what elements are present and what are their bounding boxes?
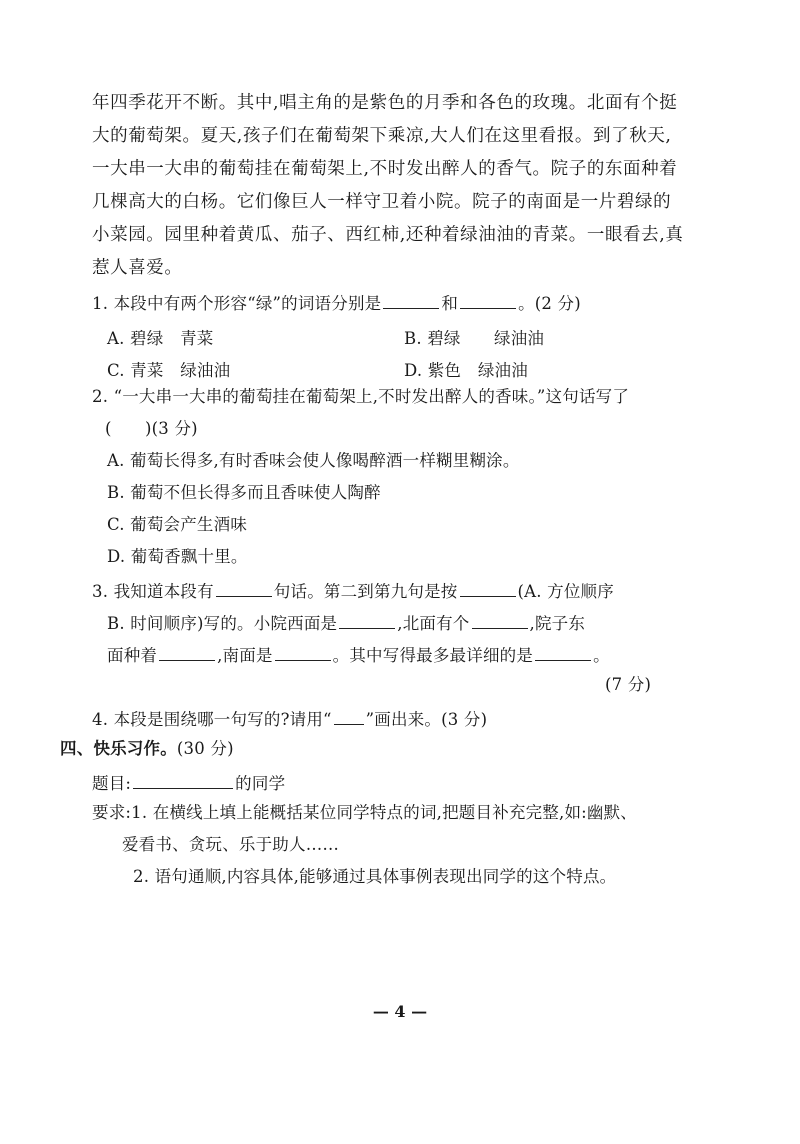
q3-text-5: ,北面有个 <box>397 614 470 633</box>
essay-title-blank[interactable] <box>133 773 233 789</box>
answer-blank[interactable] <box>460 293 516 309</box>
section-4-heading <box>60 741 234 758</box>
q3-text-3: (A. 方位顺序 <box>517 582 614 601</box>
q3-text-4: B. 时间顺序)写的。小院西面是 <box>107 614 338 633</box>
section-4-score: (30 分) <box>176 739 234 758</box>
answer-blank[interactable] <box>472 613 528 629</box>
passage-line-6: 惹人喜爱。 <box>92 258 183 278</box>
question-1 <box>92 293 581 313</box>
answer-blank[interactable] <box>383 293 439 309</box>
question-3-line-2 <box>107 613 585 633</box>
question-2-line-1: 2. “一大串一大串的葡萄挂在葡萄架上,不时发出醉人的香味。”这句话写了 <box>92 387 630 406</box>
essay-title-suffix: 的同学 <box>235 774 286 793</box>
question-1-mid: 和 <box>441 294 459 313</box>
option-2b[interactable]: B. 葡萄不但长得多而且香味使人陶醉 <box>107 483 381 502</box>
q3-text-10: 。 <box>593 646 610 665</box>
answer-blank[interactable] <box>460 581 516 597</box>
q4-text-1: 4. 本段是围绕哪一句写的?请用“ <box>92 710 332 729</box>
option-1a[interactable]: A. 碧绿 青菜 <box>107 329 214 348</box>
q3-text-2: 句话。第二到第九句是按 <box>273 582 458 601</box>
answer-blank[interactable] <box>216 581 272 597</box>
option-2d[interactable]: D. 葡萄香飘十里。 <box>107 547 248 566</box>
option-2c[interactable]: C. 葡萄会产生酒味 <box>107 515 248 534</box>
passage-line-2: 大的葡萄架。夏天,孩子们在葡萄架下乘凉,大人们在这里看报。到了秋天, <box>92 126 672 146</box>
requirement-1-line-2: 爱看书、贪玩、乐于助人…… <box>122 835 340 854</box>
question-3-line-1 <box>92 581 614 601</box>
q3-text-7: 面种着 <box>107 646 158 665</box>
question-4 <box>92 709 487 729</box>
question-2-line-2[interactable]: ( )(3 分) <box>105 419 198 438</box>
passage-line-5: 小菜园。园里种着黄瓜、茄子、西红柿,还种着绿油油的青菜。一眼看去,真 <box>92 225 684 245</box>
essay-title-line <box>92 773 285 793</box>
requirement-2: 2. 语句通顺,内容具体,能够通过具体事例表现出同学的这个特点。 <box>133 867 617 886</box>
requirement-label: 要求: <box>92 803 132 822</box>
requirement-1-text: 1. 在横线上填上能概括某位同学特点的词,把题目补充完整,如:幽默、 <box>131 803 638 822</box>
q3-text-8: ,南面是 <box>217 646 273 665</box>
passage-line-3: 一大串一大串的葡萄挂在葡萄架上,不时发出醉人的香气。院子的东面种着 <box>92 159 678 179</box>
requirement-1-line-1 <box>92 805 637 822</box>
page-number: — 4 — <box>372 1002 428 1021</box>
question-3-line-3 <box>107 645 610 665</box>
option-1d[interactable]: D. 紫色 绿油油 <box>404 361 528 380</box>
q3-text-6: ,院子东 <box>529 614 586 633</box>
option-2a[interactable]: A. 葡萄长得多,有时香味会使人像喝醉酒一样糊里糊涂。 <box>107 451 520 470</box>
section-4-title: 四、快乐习作。 <box>60 739 177 758</box>
answer-blank[interactable] <box>535 645 591 661</box>
underline-sample <box>334 709 364 725</box>
q3-text-9: 。其中写得最多最详细的是 <box>332 646 534 665</box>
answer-blank[interactable] <box>159 645 215 661</box>
answer-blank[interactable] <box>339 613 395 629</box>
question-1-score: 。(2 分) <box>518 294 581 313</box>
essay-title-label: 题目: <box>92 774 132 793</box>
answer-blank[interactable] <box>275 645 331 661</box>
q3-text-1: 3. 我知道本段有 <box>92 582 214 601</box>
question-3-score: (7 分) <box>605 675 652 694</box>
q4-text-2: ”画出来。(3 分) <box>365 710 488 729</box>
option-1c[interactable]: C. 青菜 绿油油 <box>107 361 231 380</box>
question-1-text: 1. 本段中有两个形容“绿”的词语分别是 <box>92 294 382 313</box>
passage-line-1: 年四季花开不断。其中,唱主角的是紫色的月季和各色的玫瑰。北面有个挺 <box>92 93 678 113</box>
option-1b[interactable]: B. 碧绿 绿油油 <box>404 329 545 348</box>
passage-line-4: 几棵高大的白杨。它们像巨人一样守卫着小院。院子的南面是一片碧绿的 <box>92 192 672 212</box>
